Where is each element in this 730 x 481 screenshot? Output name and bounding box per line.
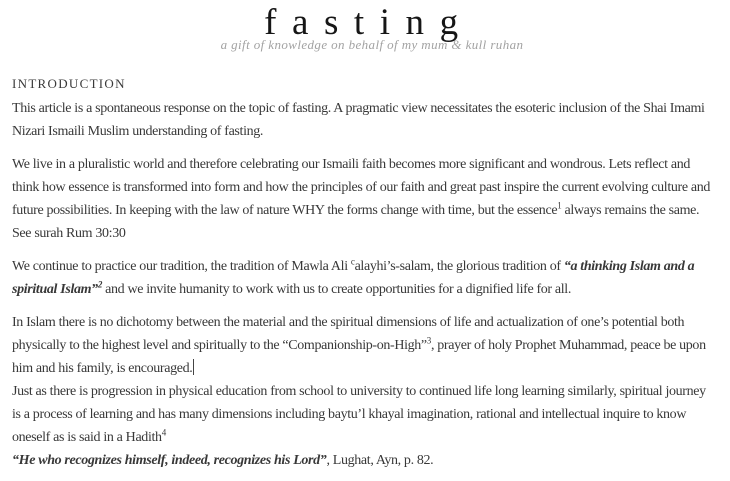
text-cursor <box>193 359 194 375</box>
text-segment: 1 <box>557 200 562 211</box>
text-segment: , prayer of holy Prophet Muhammad, peace be upon him and his family, is encouraged. <box>12 338 706 376</box>
text-segment: 4 <box>161 427 166 438</box>
text-segment: “He who recognizes himself, indeed, recognizes his Lord” <box>12 453 327 468</box>
text-segment: In Islam there is no dichotomy between the material and the spiritual dimensions of life and actualization of one’s potential both physically to the highest level and spiritually to the “Companionship-on-High” <box>12 315 685 353</box>
paragraph <box>12 97 716 143</box>
text-segment: Just as there is progression in physical education from school to university to continued life long learning similarly, spiritual journey is a process of learning and has many dimensions including baytu’l khayal imagination, rational and intellectual inquire to know oneself as is said in a Hadith <box>12 384 706 445</box>
text-segment: alayhi’s-salam, the glorious tradition of <box>354 259 564 274</box>
text-segment: We continue to practice our tradition, the tradition of Mawla Ali <box>12 259 351 274</box>
masthead <box>12 4 718 53</box>
text-segment: We live in a pluralistic world and therefore celebrating our Ismaili faith becomes more significant and wondrous. Lets reflect and think how essence is transformed into form and how the principles of our faith and great past inspire the current evolving culture and future possibilities. In keeping with the law of nature WHY the forms change with time, but the essence <box>12 157 710 218</box>
text-segment: This article is a spontaneous response on the topic of fasting. A pragmatic view necessitates the esoteric inclusion of the Shai Imami Nizari Ismaili Muslim understanding of fasting. <box>12 101 705 139</box>
text-segment: and we invite humanity to work with us to create opportunities for a dignified life for all. <box>101 282 571 297</box>
text-segment: c <box>350 256 355 267</box>
paragraph-container <box>12 97 716 472</box>
document-subtitle: a gift of knowledge on behalf of my mum & kull ruhan <box>220 37 524 52</box>
paragraph <box>12 311 716 472</box>
text-segment: 3 <box>426 335 431 346</box>
text-segment: always remains the same. See surah Rum 30:30 <box>12 203 700 241</box>
paragraph <box>12 153 716 245</box>
text-segment: “a thinking Islam and a spiritual Islam” <box>12 259 695 297</box>
article-body[interactable] <box>12 72 718 472</box>
paragraph <box>12 255 716 301</box>
document-title: fasting <box>264 2 474 43</box>
text-segment: , Lughat, Ayn, p. 82. <box>326 453 434 468</box>
section-heading-introduction: INTRODUCTION <box>12 76 126 91</box>
text-segment: 2 <box>97 279 102 290</box>
